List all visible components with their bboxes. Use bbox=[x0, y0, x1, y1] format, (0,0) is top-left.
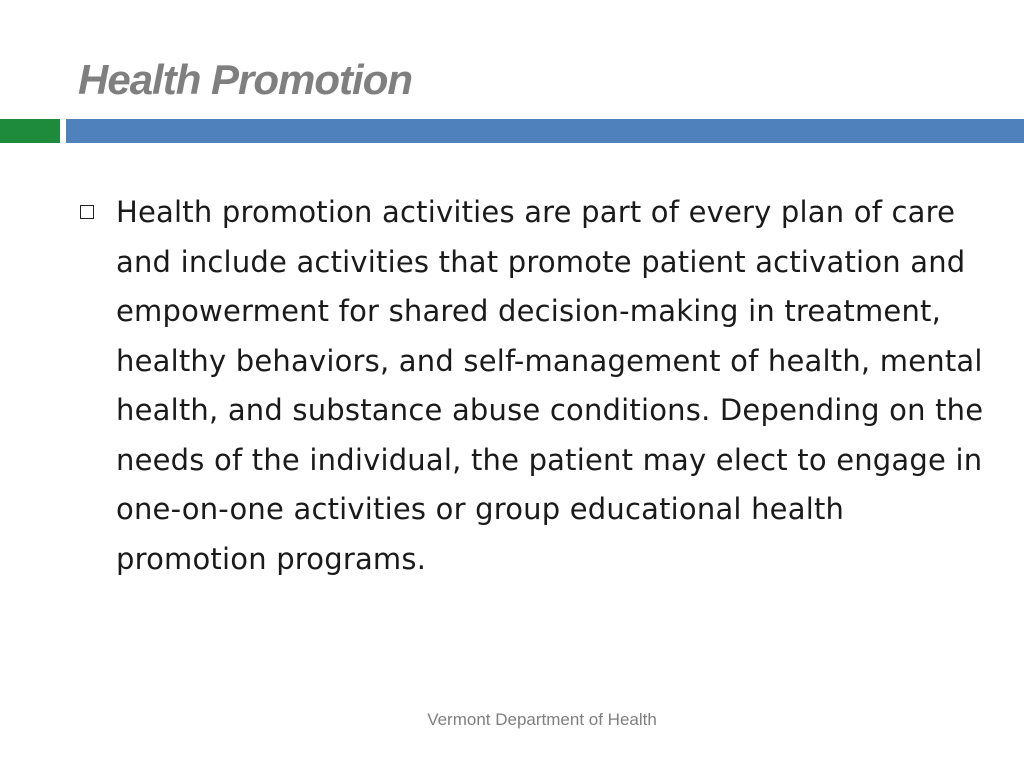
bullet-text: Health promotion activities are part of every plan of care and include activities that promote patient activation and empowerment for shared decision-making in treatment, healthy behaviors, and self-management of health, mental health, and substance abuse conditions. Depending on the needs of the individual, the patient may elect to engage in one-on-one activities or group educational health promotion programs. bbox=[116, 195, 984, 576]
slide-body bbox=[80, 188, 990, 584]
slide-title: Health Promotion bbox=[78, 56, 413, 103]
bullet-item bbox=[80, 188, 990, 584]
blue-accent-bar bbox=[66, 119, 1024, 143]
hollow-square-bullet-icon bbox=[80, 205, 94, 219]
footer-text: Vermont Department of Health bbox=[427, 710, 657, 729]
green-accent-bar bbox=[0, 119, 60, 143]
